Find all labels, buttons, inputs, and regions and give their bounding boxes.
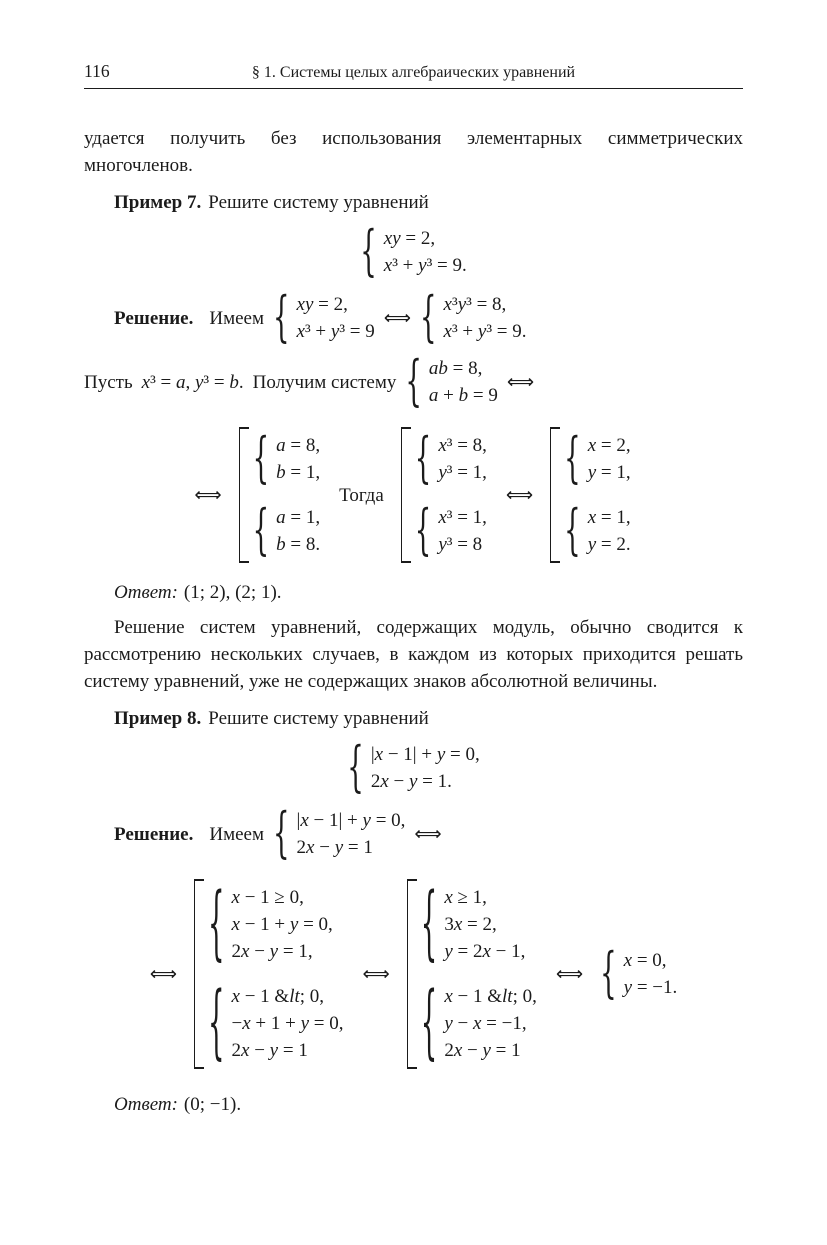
header-rule (84, 88, 743, 89)
equation-system (252, 427, 321, 491)
case-bracket-ab (239, 427, 323, 563)
equation-line: 2x − y = 1 (296, 837, 373, 858)
equation-line: y = 2x − 1, (444, 941, 526, 962)
have-word: Имеем (209, 307, 264, 329)
system-brace: { (405, 350, 422, 414)
equation-line: xy = 2, (383, 228, 436, 249)
modulus-paragraph: Решение систем уравнений, содержащих модуль, обычно сводится к рассмотрению нескольких случаев, в каждом из которых приходится решать систему уравнений, уже не содержащих знаков абсолютной величины. (84, 617, 743, 692)
equation-line: 3x = 2, (444, 914, 497, 935)
equation-line: x³y³ = 8, (443, 294, 507, 315)
system-brace: { (272, 286, 290, 350)
system-brace: { (414, 499, 432, 563)
equation-line: y = −1. (623, 977, 678, 998)
equation-line: y = 1, (587, 462, 631, 483)
equation-line: 2x − y = 1 (444, 1040, 521, 1061)
iff-arrow: ⟺ (149, 962, 177, 985)
example7-label: Пример 7. (114, 192, 202, 213)
example7-prompt: Решите систему уравнений (208, 192, 429, 213)
answer-text: (1; 2), (2; 1). (183, 582, 282, 603)
system-brace: { (360, 220, 377, 284)
equation-line: a = 8, (276, 435, 321, 456)
example7-answer (84, 579, 743, 606)
equation-line: ab = 8, (428, 358, 483, 379)
equation-system (420, 878, 537, 971)
equation-line: y = 2. (587, 534, 631, 555)
system-brace: { (600, 942, 617, 1006)
system-lines (429, 355, 498, 409)
equation-system (414, 427, 487, 491)
equation-line: y − x = −1, (444, 1013, 527, 1034)
equation-system (207, 878, 344, 971)
equation-line: y³ = 8 (438, 534, 483, 555)
example7-display-system (84, 220, 743, 284)
iff-arrow: ⟺ (505, 483, 534, 506)
system-brace: { (252, 499, 270, 563)
system-lines (276, 432, 320, 486)
equation-line: 2x − y = 1. (370, 771, 452, 792)
equation-system (252, 499, 321, 563)
equation-line: |x − 1| + y = 0, (296, 810, 406, 831)
equation-system (420, 977, 537, 1070)
intro-paragraph: удается получить без использования элементарных симметрических многочленов. (84, 128, 743, 176)
system-lines (384, 225, 467, 279)
equation-system (272, 286, 375, 350)
example7-substitution-line (84, 350, 743, 414)
system-brace: { (347, 736, 364, 800)
example7-heading (84, 189, 743, 216)
system-brace: { (564, 427, 581, 491)
system-lines (276, 504, 320, 558)
section-title: § 1. Системы целых алгебраических уравнений (251, 64, 576, 81)
equation-line: y³ = 1, (438, 462, 487, 483)
system-lines (232, 983, 344, 1064)
equation-line: x³ = 8, (438, 435, 487, 456)
example8-answer (84, 1091, 743, 1118)
equation-line: x³ = 1, (438, 507, 487, 528)
equation-line: b = 1, (276, 462, 321, 483)
system-brace: { (420, 878, 438, 971)
example8-label: Пример 8. (114, 708, 202, 729)
example8-solution-line (84, 802, 743, 866)
example8-prompt: Решите систему уравнений (208, 708, 429, 729)
equation-line: 2x − y = 1 (231, 1040, 308, 1061)
system-brace: { (252, 427, 270, 491)
equation-system (414, 499, 487, 563)
equation-line: xy = 2, (296, 294, 348, 315)
equation-line: x − 1 + y = 0, (231, 914, 333, 935)
case-bracket-xy (550, 427, 632, 563)
equation-line: x = 2, (587, 435, 631, 456)
example8-display-system (84, 736, 743, 800)
iff-arrow: ⟺ (555, 962, 584, 985)
equation-system (564, 499, 631, 563)
system-brace: { (207, 977, 225, 1070)
system-brace: { (414, 427, 432, 491)
iff-arrow: ⟺ (506, 370, 535, 393)
equation-line: −x + 1 + y = 0, (231, 1013, 344, 1034)
equation-line: a = 1, (276, 507, 321, 528)
iff-arrow: ⟺ (194, 483, 222, 506)
page-header (84, 58, 743, 84)
equation-system (564, 427, 631, 491)
equation-line: x = 0, (623, 950, 667, 971)
answer-text: (0; −1). (183, 1094, 242, 1115)
system-lines (438, 504, 487, 558)
final-system (600, 942, 678, 1006)
case-bracket-modulus-2 (407, 879, 539, 1069)
solution-label: Решение. (114, 823, 194, 845)
then-word: Тогда (339, 484, 384, 506)
equation-line: x = 1, (587, 507, 631, 528)
equation-line: x³ + y³ = 9. (443, 321, 527, 342)
substitution-math: x³ = a, y³ = b. (141, 371, 244, 393)
have-word: Имеем (209, 823, 264, 845)
iff-arrow: ⟺ (362, 962, 390, 985)
equation-line: a + b = 9 (428, 385, 498, 406)
system-lines (588, 504, 631, 558)
equation-line: x − 1 &lt; 0, (231, 986, 325, 1007)
equation-system (405, 350, 498, 414)
equation-line: x ≥ 1, (444, 887, 487, 908)
iff-arrow: ⟺ (414, 822, 442, 845)
answer-label: Ответ: (114, 582, 178, 603)
system-lines (444, 291, 527, 345)
answer-label: Ответ: (114, 1094, 178, 1115)
equation-system (347, 736, 480, 800)
system-lines (371, 741, 480, 795)
get-system-text: Получим систему (252, 371, 397, 393)
system-brace: { (207, 878, 225, 971)
let-word: Пусть (84, 371, 133, 393)
equation-system (420, 286, 527, 350)
page-number: 116 (84, 61, 110, 81)
equation-line: x − 1 &lt; 0, (444, 986, 537, 1007)
equation-system (207, 977, 344, 1070)
system-lines (297, 291, 375, 345)
example8-case-row (84, 879, 743, 1069)
system-lines (588, 432, 631, 486)
equation-system (360, 220, 467, 284)
system-brace: { (420, 977, 438, 1070)
system-brace: { (272, 802, 290, 866)
equation-system (272, 802, 406, 866)
case-bracket-cubes (401, 427, 489, 563)
system-lines (444, 983, 537, 1064)
system-lines (438, 432, 487, 486)
system-brace: { (420, 286, 437, 350)
equation-line: |x − 1| + y = 0, (370, 744, 480, 765)
example7-solution-line (84, 286, 743, 350)
example8-heading (84, 705, 743, 732)
equation-line: x³ + y³ = 9. (383, 255, 467, 276)
iff-arrow: ⟺ (383, 306, 411, 329)
equation-line: x³ + y³ = 9 (296, 321, 375, 342)
system-lines (444, 884, 525, 965)
system-brace: { (564, 499, 581, 563)
system-lines (232, 884, 333, 965)
system-lines (624, 947, 678, 1001)
case-bracket-modulus-1 (194, 879, 346, 1069)
equation-line: b = 8. (276, 534, 321, 555)
equation-line: x − 1 ≥ 0, (231, 887, 304, 908)
example7-case-row (84, 427, 743, 563)
equation-line: 2x − y = 1, (231, 941, 313, 962)
system-lines (297, 807, 406, 861)
solution-label: Решение. (114, 307, 194, 329)
